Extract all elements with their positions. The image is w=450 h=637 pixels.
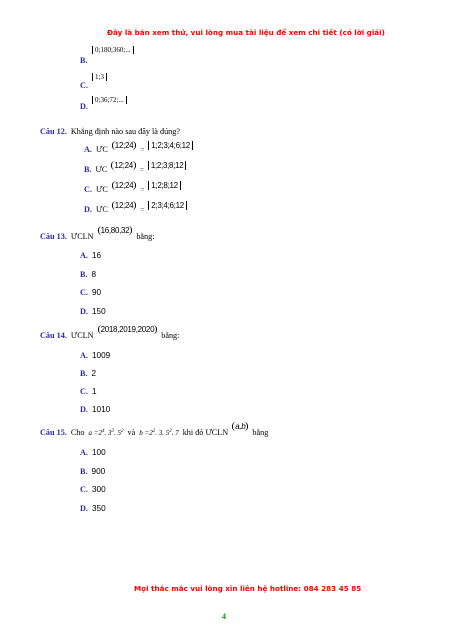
q15-option-a-value: 100 <box>91 448 106 457</box>
question-15-b-expr: $b =2^2$. 3. $5^2$. 7 <box>139 429 179 437</box>
question-15-a-expr: $a =2^4$. $3^3$. $5^2$ <box>88 429 124 437</box>
prev-option-c-label: C. <box>80 81 88 90</box>
q12-option-c-prefix: ƯC <box>95 185 108 194</box>
question-15-when: khi đó ƯCLN <box>182 428 229 437</box>
q13-option-d <box>80 301 106 319</box>
q14-option-b-label: B. <box>80 369 88 378</box>
q12-option-d-label: D. <box>84 205 92 214</box>
q12-option-c <box>84 179 181 197</box>
question-13-prefix: ƯCLN <box>70 232 94 241</box>
q12-option-a-arg: 12;24 <box>112 141 137 150</box>
question-13 <box>40 226 155 244</box>
question-14-suffix: bằng: <box>161 331 180 340</box>
q13-option-b-label: B. <box>80 270 88 279</box>
q14-option-a-label: A. <box>80 351 88 360</box>
q12-option-b-eq: = <box>139 166 144 174</box>
q13-option-a-value: 16 <box>91 251 102 260</box>
q14-option-c <box>80 381 97 399</box>
q14-option-a <box>80 345 110 363</box>
prev-option-d-set: 0;36;72;... <box>92 96 127 104</box>
question-13-arg: 16,80,32 <box>98 226 133 235</box>
q14-option-b <box>80 363 96 381</box>
q15-option-c <box>80 479 106 497</box>
question-13-label: Câu 13. <box>40 232 67 241</box>
q14-option-d <box>80 399 110 417</box>
q15-option-a-label: A. <box>80 448 88 457</box>
q13-option-b-value: 8 <box>91 270 97 279</box>
q15-option-d-value: 350 <box>91 504 106 513</box>
q12-option-a <box>84 139 193 157</box>
question-14-label: Câu 14. <box>40 331 67 340</box>
q15-option-c-value: 300 <box>91 485 106 494</box>
preview-notice: Đây là bản xem thử, vui lòng mua tài liệu để xem chi tiết (có lời giải) <box>107 28 385 37</box>
q12-option-b <box>84 159 186 177</box>
hotline-notice: Mọi thắc mắc vui lòng xin liên hệ hotline: 084 283 45 85 <box>134 584 362 593</box>
q15-option-a <box>80 442 106 460</box>
q15-option-c-label: C. <box>80 485 88 494</box>
q13-option-a-label: A. <box>80 251 88 260</box>
q14-option-b-value: 2 <box>91 369 97 378</box>
q14-option-c-value: 1 <box>91 387 97 396</box>
prev-option-b-label: B. <box>80 56 88 65</box>
prev-option-d-label: D. <box>80 102 88 111</box>
q15-option-b <box>80 461 105 479</box>
q13-option-c <box>80 282 101 300</box>
q15-option-b-label: B. <box>80 467 88 476</box>
q12-option-b-set: 1;2;3;8;12 <box>148 161 187 170</box>
q12-option-a-eq: = <box>140 146 145 154</box>
question-14 <box>40 325 179 343</box>
q13-option-b <box>80 264 96 282</box>
q12-option-c-label: C. <box>84 185 92 194</box>
q12-option-c-eq: = <box>140 186 145 194</box>
q15-option-d-label: D. <box>80 504 88 513</box>
q13-option-d-value: 150 <box>91 307 106 316</box>
q12-option-c-set: 1;2;8;12 <box>148 181 181 190</box>
q12-option-a-set: 1;2;3;4;6;12 <box>148 141 193 150</box>
q13-option-d-label: D. <box>80 307 88 316</box>
question-15-and: và <box>127 428 136 437</box>
q12-option-b-arg: 12;24 <box>111 161 136 170</box>
question-14-arg: 2018,2019,2020 <box>98 325 158 334</box>
q12-option-c-arg: 12;24 <box>112 181 137 190</box>
q15-option-b-value: 900 <box>91 467 106 476</box>
q13-option-c-label: C. <box>80 288 88 297</box>
q12-option-b-label: B. <box>84 165 92 174</box>
question-15-suffix: bằng <box>252 428 269 437</box>
q12-option-a-prefix: ƯC <box>95 145 108 154</box>
question-12-text: Khẳng định nào sau đây là đúng? <box>70 127 180 136</box>
q12-option-d-arg: 12;24 <box>112 201 137 210</box>
q12-option-a-label: A. <box>84 145 92 154</box>
q14-option-d-label: D. <box>80 405 88 414</box>
question-12-label: Câu 12. <box>40 127 67 136</box>
prev-option-b-set: 0;180;360;... <box>92 46 134 54</box>
question-15-arg: a,b <box>232 422 248 431</box>
q13-option-a <box>80 245 101 263</box>
q15-option-d <box>80 498 106 516</box>
question-12 <box>40 121 180 139</box>
q14-option-d-value: 1010 <box>91 405 111 414</box>
page-number: 4 <box>222 612 226 621</box>
q12-option-b-prefix: ƯC <box>95 165 108 174</box>
q14-option-c-label: C. <box>80 387 88 396</box>
q13-option-c-value: 90 <box>91 288 102 297</box>
q12-option-d-set: 2;3;4;6;12 <box>148 201 187 210</box>
q12-option-d-prefix: ƯC <box>95 205 108 214</box>
q12-option-d <box>84 199 187 217</box>
question-14-prefix: ƯCLN <box>70 331 94 340</box>
q14-option-a-value: 1009 <box>91 351 111 360</box>
prev-option-c-set: 1;3 <box>92 73 107 81</box>
question-15-label: Câu 15. <box>40 428 67 437</box>
question-13-suffix: bằng: <box>136 232 155 241</box>
question-15-lead: Cho <box>70 428 85 437</box>
q12-option-d-eq: = <box>140 206 145 214</box>
question-15 <box>40 422 268 440</box>
